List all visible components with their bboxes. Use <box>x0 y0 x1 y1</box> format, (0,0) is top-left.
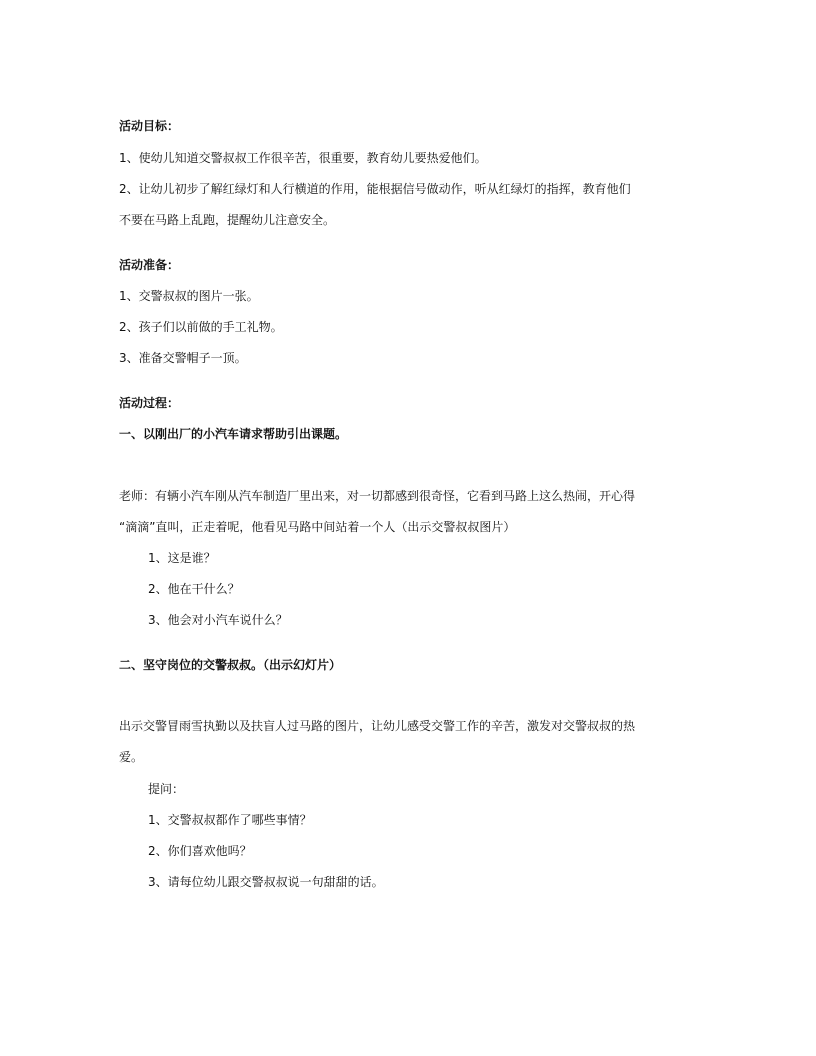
part2-title: 二、坚守岗位的交警叔叔。（出示幻灯片） <box>119 658 342 672</box>
part2-question-1: 1、交警叔叔都作了哪些事情？ <box>148 813 312 827</box>
part1-question-1: 1、这是谁？ <box>148 551 216 565</box>
part1-title: 一、以刚出厂的小汽车请求帮助引出课题。 <box>119 427 348 441</box>
goal-item-1: 1、使幼儿知道交警叔叔工作很辛苦，很重要，教育幼儿要热爱他们。 <box>119 151 487 165</box>
preparation-heading: 活动准备： <box>119 258 180 272</box>
process-heading: 活动过程： <box>119 396 180 410</box>
part2-paragraph-line-2: 爱。 <box>119 750 144 764</box>
part1-paragraph-line-1: 老师：有辆小汽车刚从汽车制造厂里出来，对一切都感到很奇怪，它看到马路上这么热闹，开心得 <box>119 489 636 503</box>
preparation-item-1: 1、交警叔叔的图片一张。 <box>119 289 259 303</box>
preparation-item-3: 3、准备交警帽子一顶。 <box>119 351 247 365</box>
part2-question-2: 2、你们喜欢他吗？ <box>148 844 252 858</box>
goals-heading: 活动目标： <box>119 119 180 133</box>
part1-question-2: 2、他在干什么？ <box>148 582 240 596</box>
goal-item-2-continued: 不要在马路上乱跑，提醒幼儿注意安全。 <box>119 213 336 227</box>
part2-question-3: 3、请每位幼儿跟交警叔叔说一句甜甜的话。 <box>148 875 384 889</box>
part2-prompt: 提问： <box>148 782 185 796</box>
part2-paragraph-line-1: 出示交警冒雨雪执勤以及扶盲人过马路的图片，让幼儿感受交警工作的辛苦，激发对交警叔叔的热 <box>119 719 636 733</box>
preparation-item-2: 2、孩子们以前做的手工礼物。 <box>119 320 283 334</box>
part1-question-3: 3、他会对小汽车说什么？ <box>148 613 288 627</box>
part1-paragraph-line-2: “滴滴”直叫，正走着呢，他看见马路中间站着一个人（出示交警叔叔图片） <box>119 520 516 534</box>
goal-item-2: 2、让幼儿初步了解红绿灯和人行横道的作用，能根据信号做动作，听从红绿灯的指挥，教育他们 <box>119 182 631 196</box>
